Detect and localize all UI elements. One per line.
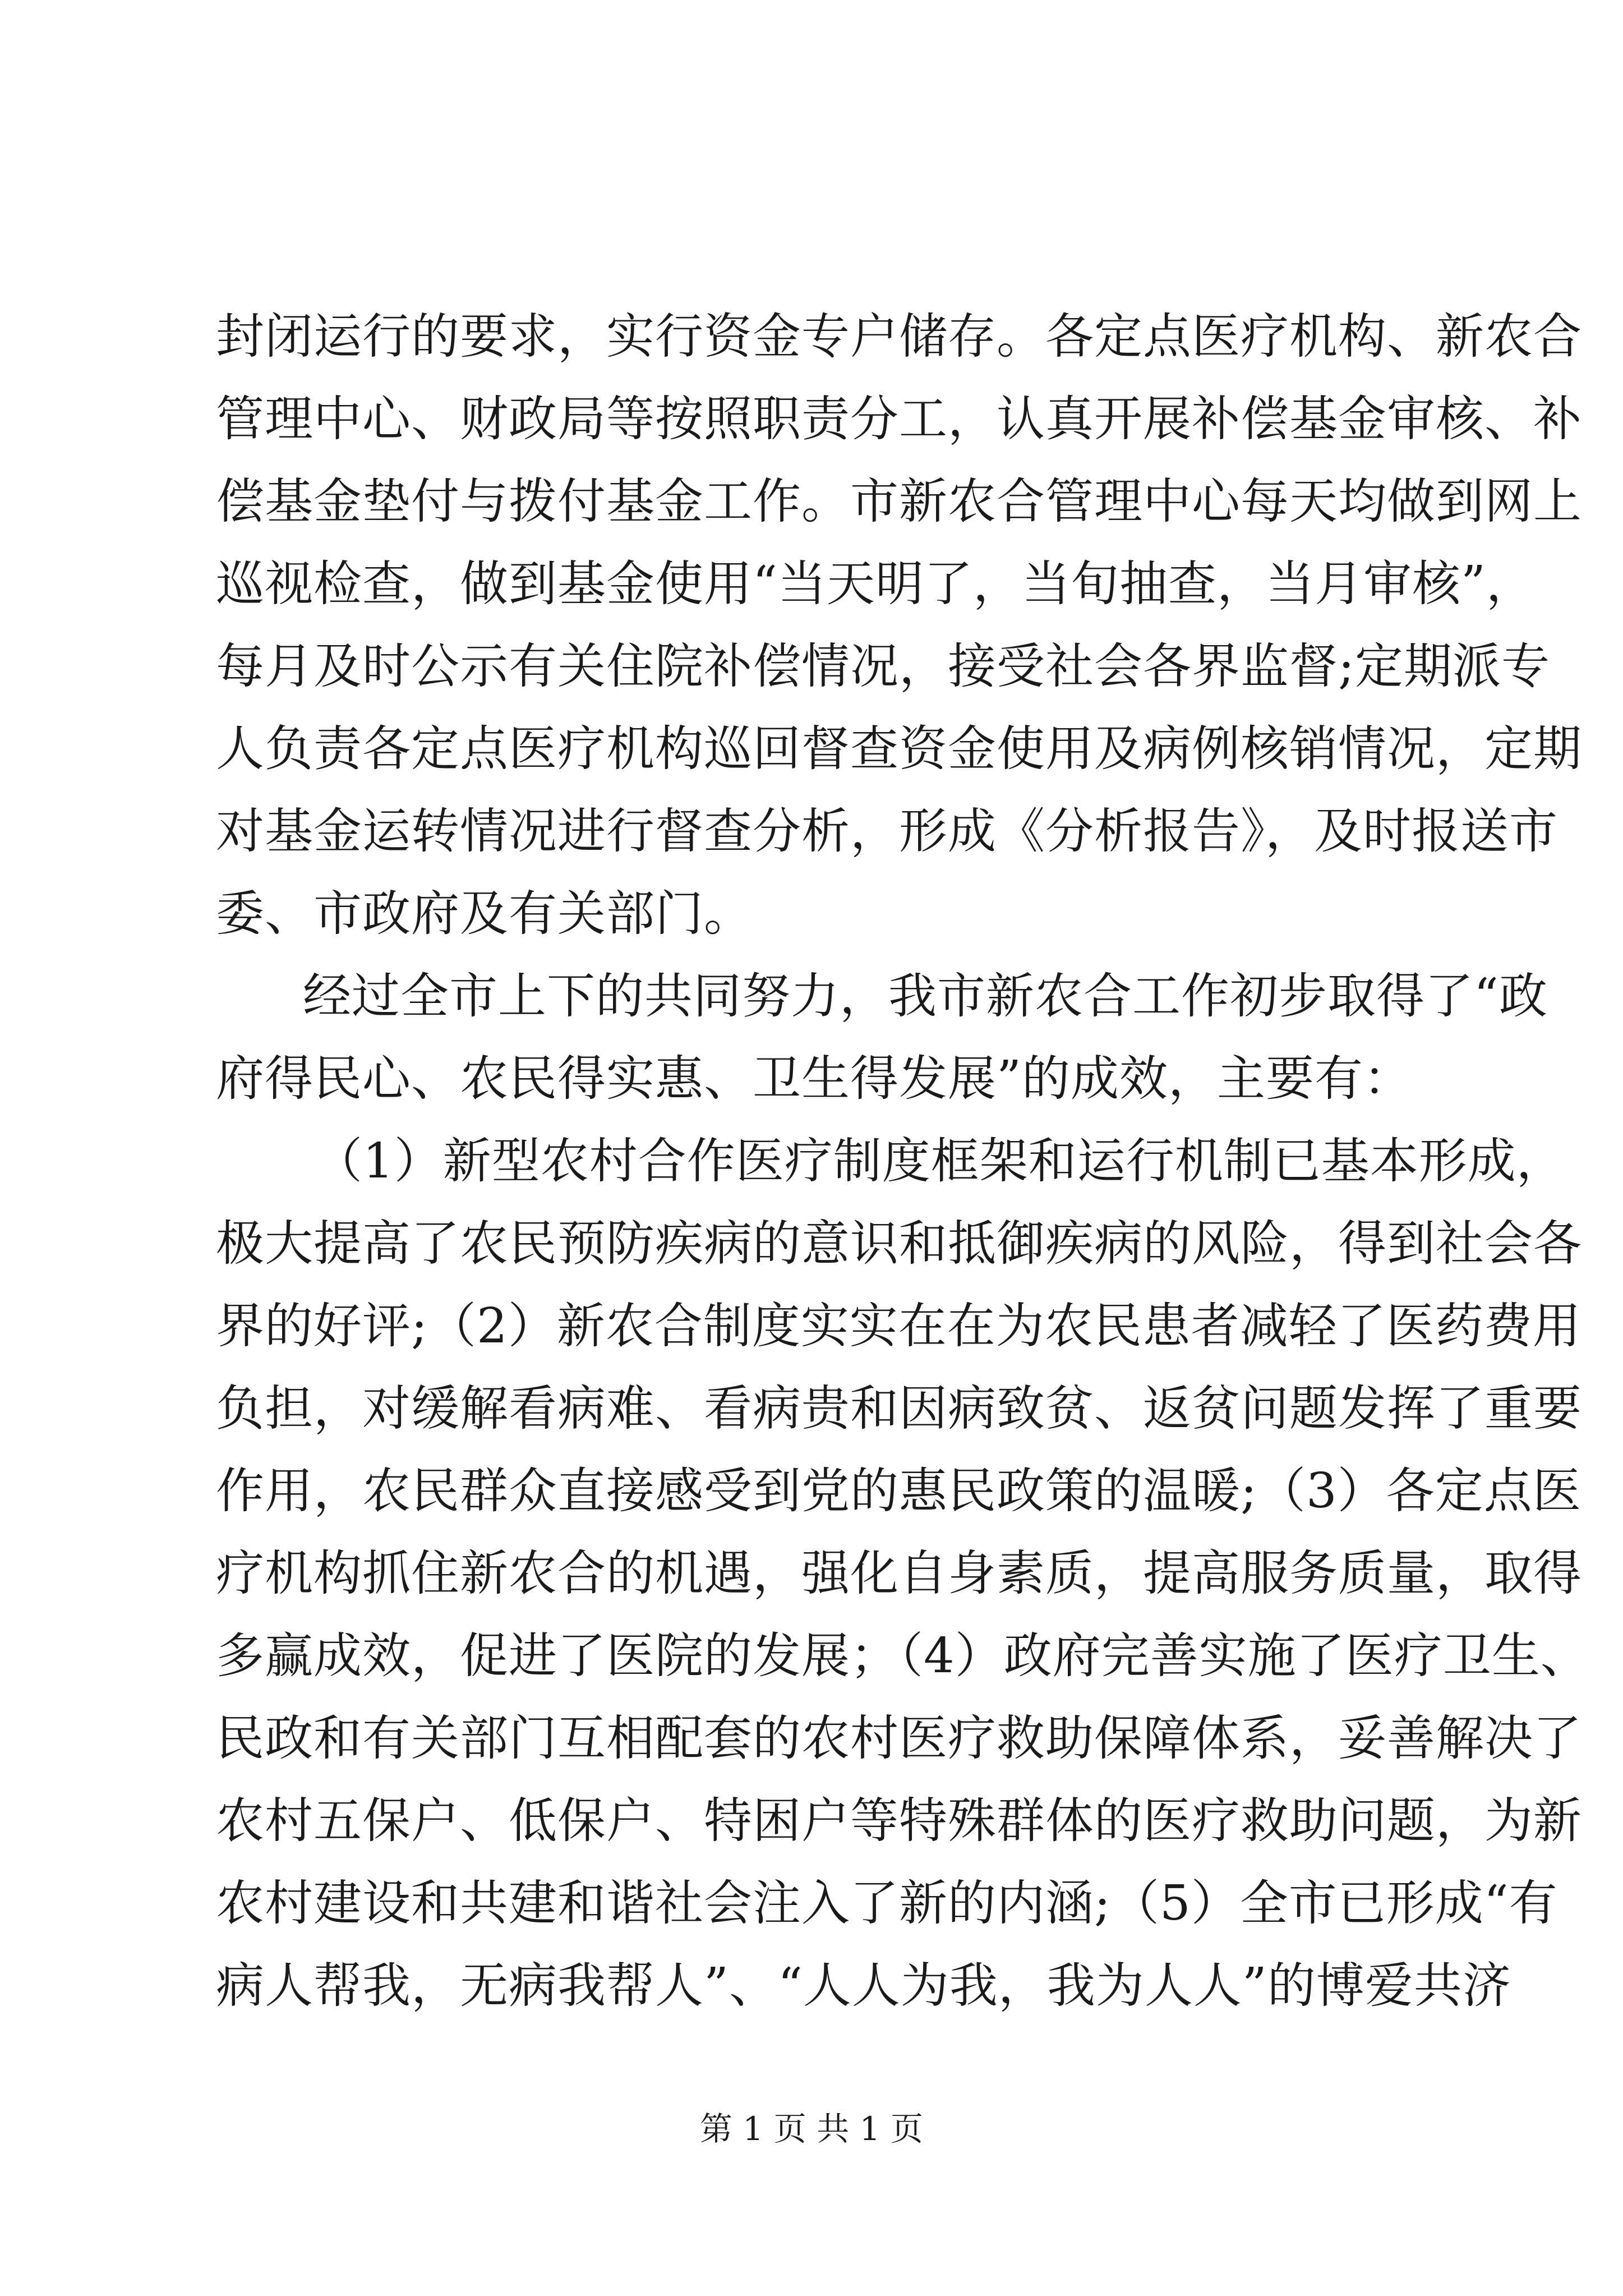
text-line: 人负责各定点医疗机构巡回督查资金使用及病例核销情况，定期 [216,721,1582,777]
text-line: 封闭运行的要求，实行资金专户储存。各定点医疗机构、新农合 [216,309,1582,365]
text-line: 农村建设和共建和谐社会注入了新的内涵;（5）全市已形成“有 [216,1875,1558,1931]
text-line: 极大提高了农民预防疾病的意识和抵御疾病的风险，得到社会各 [216,1216,1582,1272]
page-number-footer: 第 1 页 共 1 页 [700,2110,923,2148]
paragraph-first-line: （1）新型农村合作医疗制度框架和运行机制已基本形成， [314,1133,1565,1189]
text-line: 管理中心、财政局等按照职责分工，认真开展补偿基金审核、补 [216,391,1582,447]
text-line: 界的好评;（2）新农合制度实实在在为农民患者减轻了医药费用 [216,1298,1581,1354]
text-line: 作用，农民群众直接感受到党的惠民政策的温暖;（3）各定点医 [216,1463,1581,1519]
text-line: 偿基金垫付与拨付基金工作。市新农合管理中心每天均做到网上 [216,473,1582,530]
text-line: 疗机构抓住新农合的机遇，强化自身素质，提高服务质量，取得 [216,1545,1582,1602]
paragraph-first-line: 经过全市上下的共同努力，我市新农合工作初步取得了“政 [303,968,1548,1024]
text-line: 巡视检查，做到基金使用“当天明了，当旬抽查，当月审核”， [216,556,1535,612]
text-line: 民政和有关部门互相配套的农村医疗救助保障体系，妥善解决了 [216,1710,1582,1766]
text-line: 负担，对缓解看病难、看病贵和因病致贫、返贫问题发挥了重要 [216,1381,1582,1437]
text-line: 府得民心、农民得实惠、卫生得发展”的成效，主要有： [216,1051,1412,1107]
text-line: 农村五保户、低保户、特困户等特殊群体的医疗救助问题，为新 [216,1793,1582,1849]
text-line: 每月及时公示有关住院补偿情况，接受社会各界监督;定期派专 [216,638,1550,694]
text-line: 对基金运转情况进行督查分析，形成《分析报告》，及时报送市 [216,803,1558,859]
text-line: 委、市政府及有关部门。 [216,886,753,942]
text-line: 多赢成效，促进了医院的发展；（4）政府完善实施了医疗卫生、 [216,1628,1589,1684]
text-line: 病人帮我，无病我帮人”、“人人为我，我为人人”的博爱共济 [216,1958,1511,2014]
